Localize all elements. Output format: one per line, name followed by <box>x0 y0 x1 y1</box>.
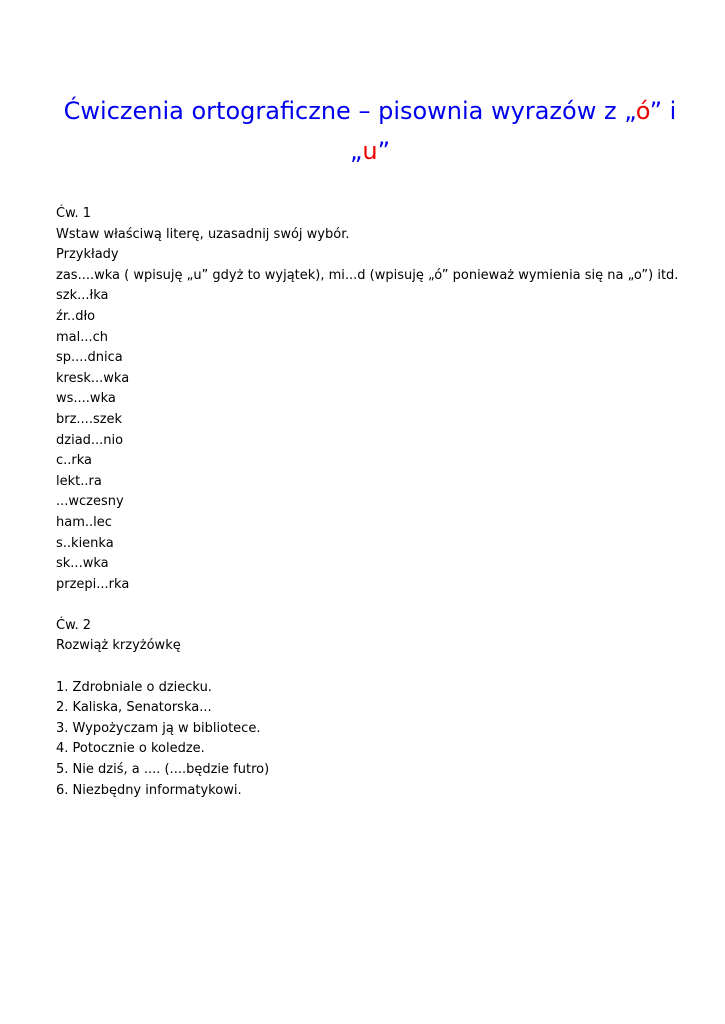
section-spacer <box>56 595 716 616</box>
exercise-1-word-list <box>56 286 716 595</box>
exercise-2-instruction: Rozwiąż krzyżówkę <box>56 638 181 654</box>
crossword-clue: 6. Niezbędny informatykowi. <box>56 782 242 798</box>
crossword-clue: 5. Nie dziś, a .... (....będzie futro) <box>56 762 270 778</box>
word-item: przepi...rka <box>56 576 130 592</box>
title-close-quote: ” <box>377 137 391 165</box>
section-spacer <box>56 657 716 678</box>
word-item: kresk...wka <box>56 370 130 386</box>
exercise-2 <box>56 616 716 801</box>
crossword-clue-list <box>56 678 716 802</box>
title-open-quote: „ <box>349 137 363 165</box>
word-item: ...wczesny <box>56 494 124 510</box>
word-item: s..kienka <box>56 535 114 551</box>
word-item: sk...wka <box>56 556 109 572</box>
crossword-clue: 1. Zdrobniale o dziecku. <box>56 679 212 695</box>
crossword-clue: 4. Potocznie o koledze. <box>56 741 205 757</box>
document-body <box>56 204 716 801</box>
word-item: ham..lec <box>56 514 112 530</box>
word-item: lekt..ra <box>56 473 102 489</box>
exercise-1-instruction: Wstaw właściwą literę, uzasadnij swój wybór. <box>56 226 350 242</box>
title-text-part1: Ćwiczenia ortograficzne – pisownia wyrazów z „ <box>63 97 636 125</box>
exercise-1-example: zas....wka ( wpisuję „u” gdyż to wyjątek), mi...d (wpisuję „ó” ponieważ wymienia się na „o”) itd. <box>56 267 679 283</box>
exercise-1-examples-label: Przykłady <box>56 247 119 263</box>
word-item: ws....wka <box>56 391 116 407</box>
title-letter-o: ó <box>635 97 650 125</box>
crossword-clue: 2. Kaliska, Senatorska... <box>56 700 212 716</box>
word-item: dziad...nio <box>56 432 124 448</box>
word-item: mal...ch <box>56 329 109 345</box>
word-item: szk...łka <box>56 288 109 304</box>
exercise-1-heading: Ćw. 1 <box>56 206 92 221</box>
exercise-2-heading: Ćw. 2 <box>56 617 92 633</box>
word-item: źr..dło <box>56 308 96 324</box>
page-title <box>40 91 700 171</box>
title-text-part2: ” i <box>649 97 677 125</box>
word-item: sp....dnica <box>56 350 123 366</box>
word-item: c..rka <box>56 453 93 469</box>
exercise-1 <box>56 204 716 595</box>
crossword-clue: 3. Wypożyczam ją w bibliotece. <box>56 720 261 736</box>
title-letter-u: u <box>362 137 378 165</box>
word-item: brz....szek <box>56 411 123 427</box>
